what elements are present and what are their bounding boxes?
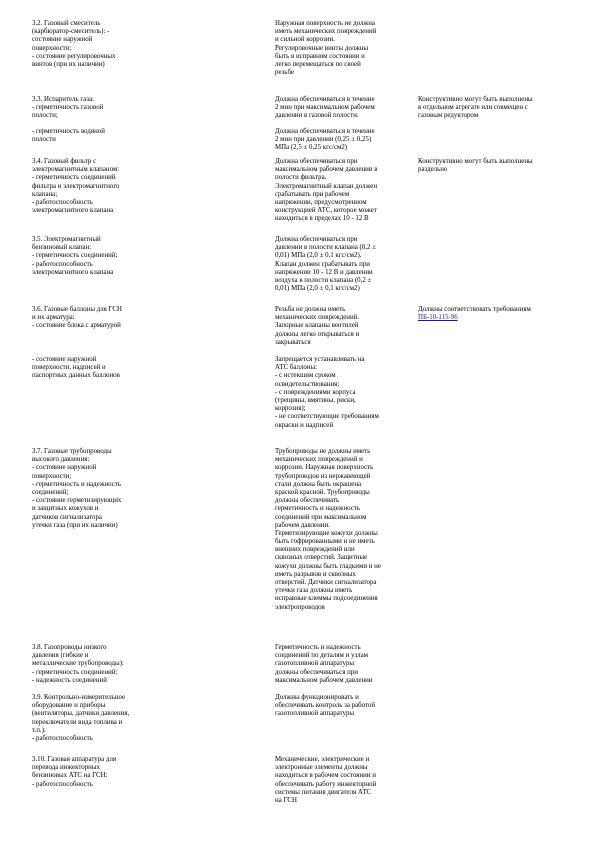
text-line: резьбе bbox=[275, 69, 294, 77]
text-line: - работоспособность bbox=[32, 260, 93, 268]
text-line: электропроводов bbox=[275, 603, 325, 611]
text-line: электромагнитным клапаном: bbox=[32, 166, 120, 174]
text-line: Должна обеспечиваться в течение bbox=[275, 128, 375, 135]
text-line: Герметичность и надежность bbox=[275, 644, 361, 651]
text-line: - работоспособность bbox=[32, 198, 93, 206]
text-line: легко перемещаться по своей bbox=[275, 60, 361, 68]
text-line: высокого давления: bbox=[32, 456, 90, 464]
text-line: окраски и надписей bbox=[275, 421, 334, 429]
text-line: обеспечивать контроль за работой bbox=[275, 702, 376, 710]
requirement-cell bbox=[275, 128, 411, 153]
text-line: винтов (при их наличии) bbox=[32, 60, 105, 68]
text-line: 2 мин при давлении (0,25 ± 0,25) bbox=[275, 136, 372, 144]
text-line: закрываться bbox=[275, 338, 311, 346]
text-line: краской красной. Трубопроводы bbox=[275, 488, 370, 496]
text-line: должны легко открываться и bbox=[275, 330, 360, 338]
item-cell bbox=[32, 448, 237, 530]
text-line: находиться в рабочем состоянии и bbox=[275, 772, 376, 780]
text-line: обеспечивать работу инжекторной bbox=[275, 780, 377, 788]
text-line: - состояние наружной bbox=[32, 464, 97, 472]
item-cell bbox=[32, 756, 237, 789]
text-line: - герметичность газовой bbox=[32, 104, 104, 112]
text-line: стали должна быть окрашена bbox=[275, 480, 362, 488]
text-line: внешних повреждений или bbox=[275, 546, 355, 554]
text-line: полости bbox=[32, 136, 56, 144]
text-line: 2 мин при максимальном рабочем bbox=[275, 104, 375, 112]
text-line: - герметичность соединений; bbox=[32, 252, 118, 260]
text-line: давления (гибкие и bbox=[32, 652, 89, 660]
text-line: газотопливной аппаратуры bbox=[275, 660, 355, 668]
text-line: в отдельном агрегате или совмещен с bbox=[418, 104, 528, 112]
text-line: паспортных данных баллонов bbox=[32, 372, 120, 380]
text-line: должны обеспечиваться при bbox=[275, 668, 358, 676]
text-line: соединений при максимальном bbox=[275, 513, 367, 521]
text-line: Запорные клапаны вентилей bbox=[275, 322, 359, 330]
item-cell bbox=[32, 128, 237, 144]
text-line: фильтра и электромагнитного bbox=[32, 182, 120, 190]
text-line: 3.5. Электромагнитный bbox=[32, 236, 101, 243]
text-line: Должны соответствовать требованиям bbox=[418, 306, 531, 313]
text-line: рабочем давлении. bbox=[275, 521, 330, 529]
requirement-cell bbox=[275, 20, 411, 77]
item-cell bbox=[32, 236, 237, 277]
text-line: утечки газа должны иметь bbox=[275, 587, 353, 595]
text-line: - работоспособность bbox=[32, 734, 93, 742]
text-line: 3.6. Газовые баллоны для ГСН bbox=[32, 306, 123, 313]
text-line: конструкцией АТС, которое может bbox=[275, 207, 377, 215]
text-line: - с истекшим сроком bbox=[275, 372, 336, 380]
text-line: Должна обеспечиваться при bbox=[275, 158, 358, 165]
text-line: перевода инжекторных bbox=[32, 764, 100, 772]
text-line: т.п.): bbox=[32, 726, 46, 734]
text-line: - надежность соединений bbox=[32, 676, 107, 684]
text-line: механических повреждений и bbox=[275, 456, 363, 464]
text-line: электронные элементы должны bbox=[275, 764, 368, 772]
text-line: бензиновых АТС на ГСН: bbox=[32, 772, 108, 780]
requirement-cell bbox=[275, 236, 411, 293]
text-line: и их арматура: bbox=[32, 314, 75, 322]
text-line: Конструктивно могут быть выполнены bbox=[418, 158, 533, 165]
text-line: отверстий. Датчики сигнализатора bbox=[275, 579, 377, 586]
text-line: иметь разрывов и сквозных bbox=[275, 570, 356, 578]
text-line: находиться в пределах 10 - 12 В bbox=[275, 215, 369, 223]
text-line: срабатывать при рабочем bbox=[275, 190, 350, 198]
text-line: (вентиляторы, датчики давления, bbox=[32, 710, 130, 718]
text-line: Резьба не должна иметь bbox=[275, 306, 346, 313]
text-line: 3.8. Газопроводы низкого bbox=[32, 644, 107, 651]
text-line: 3.3. Испаритель газа: bbox=[32, 96, 94, 103]
text-line: - не соответствующие требованиям bbox=[275, 413, 379, 421]
text-line: Должны функционировать и bbox=[275, 694, 359, 701]
text-line: 3.10. Газовая аппаратура для bbox=[32, 756, 117, 763]
text-line: давлении в полости клапана (0,2 ± bbox=[275, 244, 376, 252]
text-line: соединений по деталям и узлам bbox=[275, 652, 369, 660]
note-cell bbox=[418, 96, 568, 121]
text-line: 3.4. Газовый фильтр с bbox=[32, 158, 97, 165]
text-line: Механические, электрические и bbox=[275, 756, 370, 763]
text-line: МПа (2,5 ± 0,25 кгс/см2) bbox=[275, 144, 348, 152]
text-line: Должна обеспечиваться при bbox=[275, 236, 358, 243]
text-line: быть гофрированными и не иметь bbox=[275, 538, 375, 546]
text-line: 3.2. Газовый смеситель bbox=[32, 20, 101, 27]
requirement-cell bbox=[275, 694, 411, 719]
text-line: (карбюратор-смеситель): - bbox=[32, 28, 110, 36]
text-line: 0,01) МПа (2,0 ± 0,1 кгс/см2). bbox=[275, 252, 362, 260]
text-line: - состояние блока с арматурой bbox=[32, 322, 121, 330]
text-line: быть в исправном состоянии и bbox=[275, 52, 365, 60]
text-line: датчиков сигнализатора bbox=[32, 513, 102, 521]
text-line: электромагнитного клапана bbox=[32, 207, 114, 215]
item-cell bbox=[32, 306, 237, 331]
text-line: кожухи должны быть гладкими и не bbox=[275, 562, 381, 570]
text-line: - герметичность соединений bbox=[32, 174, 116, 182]
text-line: Конструктивно могут быть выполнены bbox=[418, 96, 533, 103]
requirement-cell bbox=[275, 756, 411, 805]
text-line: электромагнитного клапана bbox=[32, 268, 114, 276]
text-line: Герметизирующие кожухи должны bbox=[275, 529, 378, 537]
text-line: герметичность и надежность bbox=[275, 505, 360, 513]
text-line: иметь механических повреждений bbox=[275, 28, 377, 36]
item-cell bbox=[32, 694, 237, 743]
item-cell bbox=[32, 356, 237, 381]
requirement-cell bbox=[275, 644, 411, 685]
requirement-cell bbox=[275, 306, 411, 347]
item-cell bbox=[32, 20, 237, 69]
text-line: состояние наружной bbox=[32, 36, 93, 44]
text-line: исправные клеммы подсоединения bbox=[275, 595, 378, 603]
text-line: напряжении, предусмотренном bbox=[275, 198, 367, 206]
text-line: газотопливной аппаратуры bbox=[275, 710, 355, 718]
item-cell bbox=[32, 96, 237, 121]
text-line: клапана; bbox=[32, 190, 58, 198]
text-line: поверхности, надписей и bbox=[32, 364, 106, 372]
text-line: утечки газа (при их наличии) bbox=[32, 521, 118, 529]
text-line: Клапан должен срабатывать при bbox=[275, 260, 370, 268]
text-line: коррозия); bbox=[275, 405, 306, 413]
text-line: - герметичность водяной bbox=[32, 128, 105, 135]
text-line: максимальном рабочем давлении в bbox=[275, 166, 378, 174]
text-line: Запрещается устанавливать на bbox=[275, 356, 365, 363]
text-line: давлении в газовой полости. bbox=[275, 112, 359, 120]
standard-link[interactable]: ПБ-10-115-96 bbox=[418, 314, 458, 322]
text-line: 0,01) МПа (2,0 ± 0,1 кгс/см2) bbox=[275, 285, 360, 293]
requirement-cell bbox=[275, 448, 411, 612]
text-line: оборудование и приборы bbox=[32, 702, 106, 710]
text-line: Наружная поверхность не должна bbox=[275, 20, 375, 27]
text-line: АТС баллоны: bbox=[275, 364, 318, 372]
text-line: Должна обеспечиваться в течение bbox=[275, 96, 375, 103]
text-line: поверхности; bbox=[32, 472, 72, 480]
text-line: сквозных отверстий. Защитные bbox=[275, 554, 368, 562]
requirement-cell bbox=[275, 158, 411, 224]
text-line: и защитных кожухов и bbox=[32, 505, 99, 513]
text-line: полости фильтра. bbox=[275, 174, 327, 182]
text-line: (трещины, вмятины, риски, bbox=[275, 396, 356, 404]
text-line: максимальном рабочем давлении bbox=[275, 676, 373, 684]
note-cell bbox=[418, 158, 568, 174]
text-line: механических повреждений. bbox=[275, 314, 360, 322]
text-line: освидетельствования; bbox=[275, 380, 340, 388]
item-cell bbox=[32, 158, 237, 215]
text-line: - состояние герметизирующих bbox=[32, 497, 122, 505]
text-line: металлические трубопроводы): bbox=[32, 660, 124, 668]
text-line: Регулировочные винты должны bbox=[275, 44, 369, 52]
text-line: коррозии. Наружная поверхность bbox=[275, 464, 374, 472]
text-line: поверхности; bbox=[32, 44, 72, 52]
text-line: Электромагнитный клапан должен bbox=[275, 182, 378, 190]
text-line: - герметичность соединений; bbox=[32, 668, 118, 676]
text-line: должны обеспечивать bbox=[275, 497, 340, 505]
text-line: - работоспособность bbox=[32, 780, 93, 788]
text-line: полости; bbox=[32, 112, 58, 120]
text-line: Трубопроводы не должны иметь bbox=[275, 448, 371, 455]
text-line: раздельно bbox=[418, 166, 448, 174]
text-line: - состояние наружной bbox=[32, 356, 97, 363]
text-line: трубопроводов из нержавеющей bbox=[275, 472, 371, 480]
item-cell bbox=[32, 644, 237, 685]
text-line: напряжении 10 - 12 В и давлении bbox=[275, 268, 373, 276]
text-line: бензиновый клапан: bbox=[32, 244, 92, 252]
text-line: - состояние регулировочных bbox=[32, 52, 116, 60]
text-line: системы питания двигателя АТС bbox=[275, 788, 372, 796]
text-line: на ГСН bbox=[275, 796, 297, 804]
requirement-cell bbox=[275, 356, 411, 430]
text-line: 3.9. Контрольно-измерительное bbox=[32, 694, 126, 701]
text-line: воздуха в полости клапана (0,2 ± bbox=[275, 276, 372, 284]
note-cell bbox=[418, 306, 568, 322]
text-line: 3.7. Газовые трубопроводы bbox=[32, 448, 112, 455]
text-line: и сильной коррозии. bbox=[275, 36, 335, 44]
text-line: - герметичность и надежность bbox=[32, 480, 121, 488]
text-line: соединений; bbox=[32, 488, 69, 496]
text-line: - с повреждениями корпуса bbox=[275, 388, 356, 396]
text-line: переключатели вида топлива и bbox=[32, 718, 123, 726]
requirement-cell bbox=[275, 96, 411, 121]
text-line: газовым редуктором bbox=[418, 112, 479, 120]
